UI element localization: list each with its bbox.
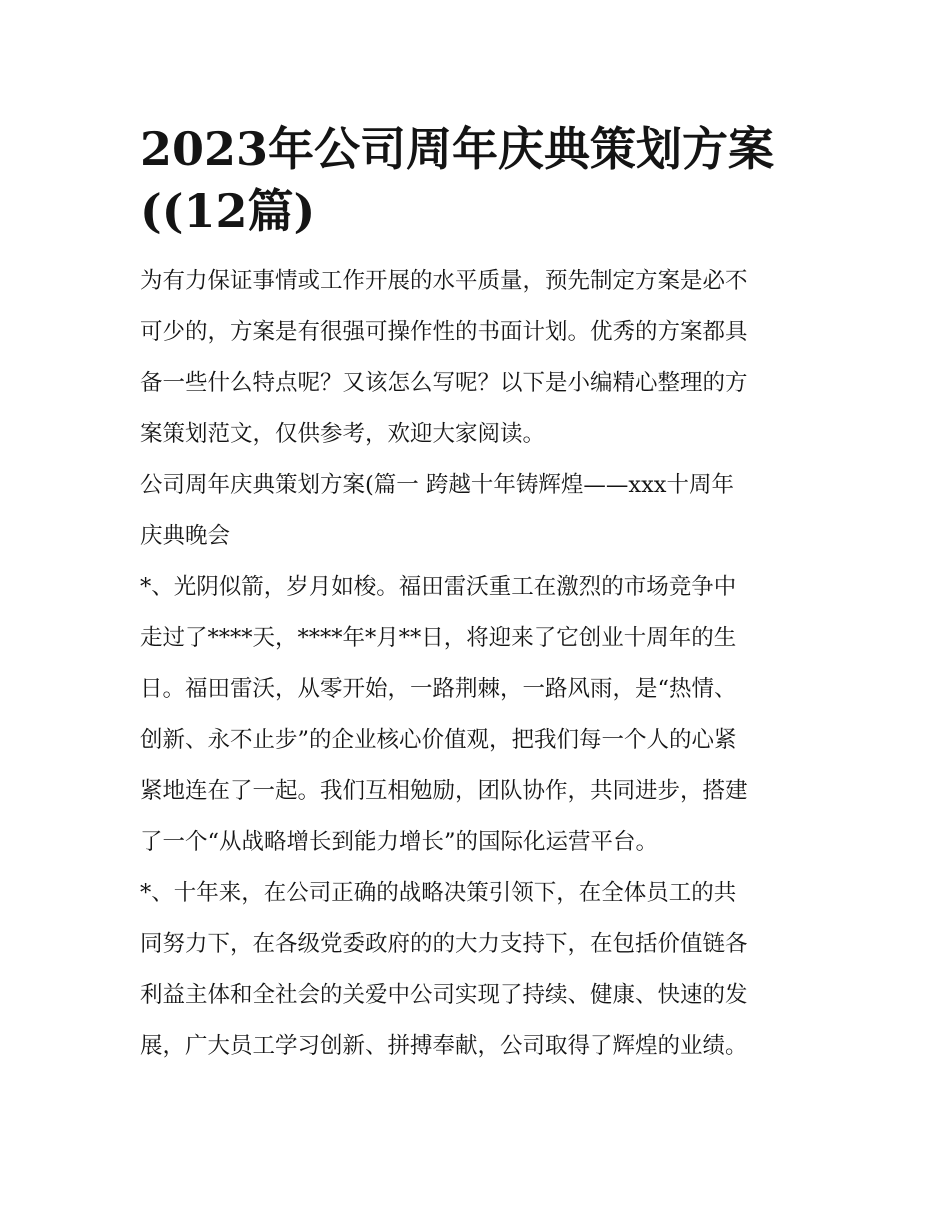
text-line: 案策划范文，仅供参考，欢迎大家阅读。 <box>140 421 546 447</box>
document-body <box>140 118 820 1072</box>
text-line: 创新、永不止步”的企业核心价值观，把我们每一个人的心紧 <box>140 727 737 753</box>
text-line: *、光阴似箭，岁月如梭。福田雷沃重工在激烈的市场竞争中 <box>140 574 737 600</box>
text-line: 紧地连在了一起。我们互相勉励，团队协作，共同进步，搭建 <box>140 778 748 804</box>
text-line: 同努力下，在各级党委政府的的大力支持下，在包括价值链各 <box>140 931 748 957</box>
text-line: 庆典晚会 <box>140 523 231 549</box>
document-title <box>140 118 820 242</box>
text-line: 公司周年庆典策划方案(篇一 跨越十年铸辉煌——xxx十周年 <box>140 472 734 498</box>
text-line: 利益主体和全社会的关爱中公司实现了持续、健康、快速的发 <box>140 982 748 1008</box>
intro-paragraph <box>140 256 820 460</box>
text-line: 了一个“从战略增长到能力增长”的国际化运营平台。 <box>140 829 659 855</box>
text-line: 走过了****天，****年*月**日，将迎来了它创业十周年的生 <box>140 625 737 651</box>
text-line: 展，广大员工学习创新、拼搏奉献，公司取得了辉煌的业绩。 <box>140 1033 748 1059</box>
text-line: 可少的，方案是有很强可操作性的书面计划。优秀的方案都具 <box>140 319 748 345</box>
text-line: 为有力保证事情或工作开展的水平质量，预先制定方案是必不 <box>140 268 748 294</box>
title-line: ((12篇) <box>140 184 316 238</box>
body-paragraph <box>140 868 820 1072</box>
body-paragraph <box>140 562 820 868</box>
text-line: 备一些什么特点呢？又该怎么写呢？以下是小编精心整理的方 <box>140 370 748 396</box>
text-line: *、十年来，在公司正确的战略决策引领下，在全体员工的共 <box>140 880 737 906</box>
text-line: 日。福田雷沃，从零开始，一路荆棘，一路风雨，是“热情、 <box>140 676 737 702</box>
title-line: 2023年公司周年庆典策划方案 <box>140 122 775 176</box>
section-heading-paragraph <box>140 460 820 562</box>
